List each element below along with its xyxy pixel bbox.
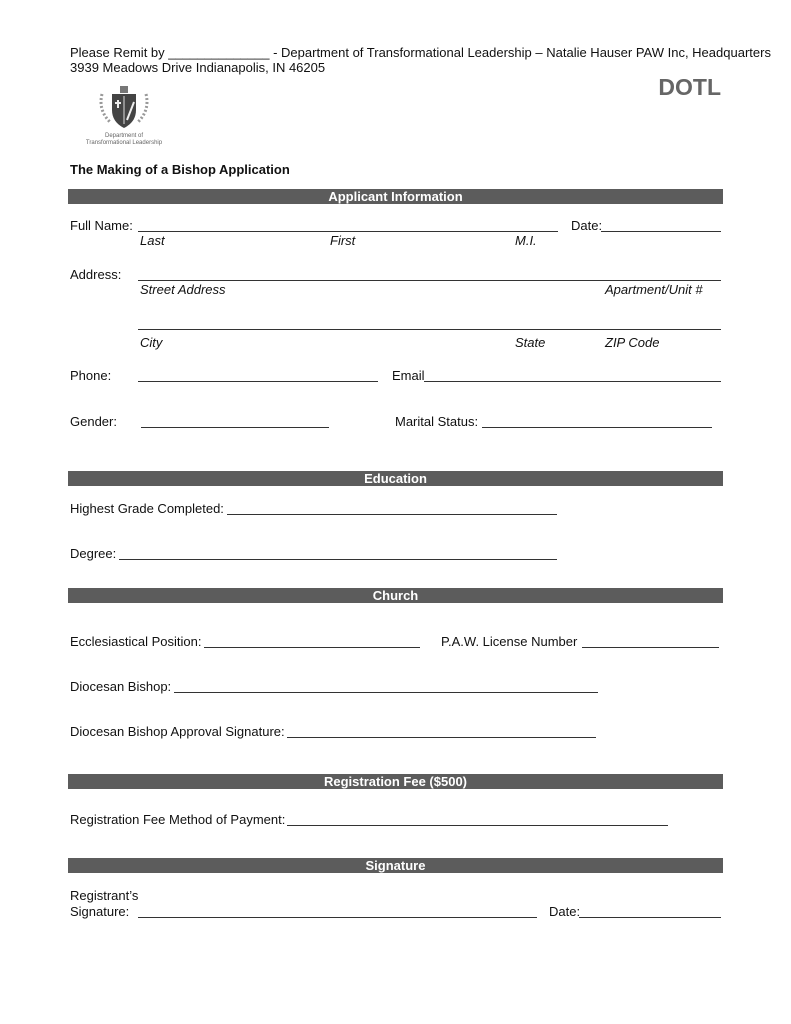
registrant-signature-field[interactable] xyxy=(138,917,537,918)
address-label: Address: xyxy=(70,267,122,282)
license-number-field[interactable] xyxy=(582,647,719,648)
highest-grade-label: Highest Grade Completed: xyxy=(70,501,224,516)
email-label: Email xyxy=(392,368,425,383)
first-caption: First xyxy=(330,233,356,248)
logo-caption: Transformational Leadership xyxy=(85,140,163,146)
phone-label: Phone: xyxy=(70,368,112,383)
ecclesiastical-position-field[interactable] xyxy=(204,647,420,648)
full-name-field[interactable] xyxy=(138,231,558,232)
section-church: Church xyxy=(68,588,723,603)
zip-caption: ZIP Code xyxy=(605,335,660,350)
bishop-approval-label: Diocesan Bishop Approval Signature: xyxy=(70,724,285,739)
date-field[interactable] xyxy=(601,231,721,232)
phone-field[interactable] xyxy=(138,381,378,382)
last-caption: Last xyxy=(140,233,165,248)
marital-status-field[interactable] xyxy=(482,427,712,428)
dotl-logo xyxy=(76,84,172,148)
hq-address: 3939 Meadows Drive Indianapolis, IN 46205 xyxy=(70,60,326,75)
date-label: Date: xyxy=(571,218,603,233)
ecclesiastical-position-label: Ecclesiastical Position: xyxy=(70,634,202,649)
signature-date-field[interactable] xyxy=(579,917,721,918)
gender-field[interactable] xyxy=(141,427,329,428)
apartment-caption: Apartment/Unit # xyxy=(605,282,703,297)
section-education: Education xyxy=(68,471,723,486)
registrant-label: Registrant’s xyxy=(70,888,139,903)
degree-field[interactable] xyxy=(119,559,557,560)
section-registration-fee: Registration Fee ($500) xyxy=(68,774,723,789)
bishop-approval-signature-field[interactable] xyxy=(287,737,596,738)
degree-label: Degree: xyxy=(70,546,117,561)
logo-caption: Department of xyxy=(104,133,144,139)
email-field[interactable] xyxy=(424,381,721,382)
crest-icon xyxy=(94,84,154,130)
city-caption: City xyxy=(140,335,163,350)
signature-label: Signature: xyxy=(70,904,130,919)
gender-label: Gender: xyxy=(70,414,117,429)
remit-line: Please Remit by ______________ - Department of Transformational Leadership – Natalie Hauser PAW Inc, Headquarters xyxy=(70,45,771,60)
diocesan-bishop-label: Diocesan Bishop: xyxy=(70,679,172,694)
city-state-zip-field[interactable] xyxy=(138,329,721,330)
page-title: The Making of a Bishop Application xyxy=(70,162,290,177)
mi-caption: M.I. xyxy=(515,233,537,248)
signature-date-label: Date: xyxy=(549,904,581,919)
street-address-field[interactable] xyxy=(138,280,721,281)
section-signature: Signature xyxy=(68,858,723,873)
marital-status-label: Marital Status: xyxy=(395,414,479,429)
org-code: DOTL xyxy=(658,74,721,100)
section-applicant-information: Applicant Information xyxy=(68,189,723,204)
payment-method-label: Registration Fee Method of Payment: xyxy=(70,812,286,827)
highest-grade-field[interactable] xyxy=(227,514,557,515)
payment-method-field[interactable] xyxy=(287,825,668,826)
diocesan-bishop-field[interactable] xyxy=(174,692,598,693)
street-caption: Street Address xyxy=(140,282,226,297)
license-number-label: P.A.W. License Number xyxy=(441,634,578,649)
full-name-label: Full Name: xyxy=(70,218,133,233)
state-caption: State xyxy=(515,335,546,350)
